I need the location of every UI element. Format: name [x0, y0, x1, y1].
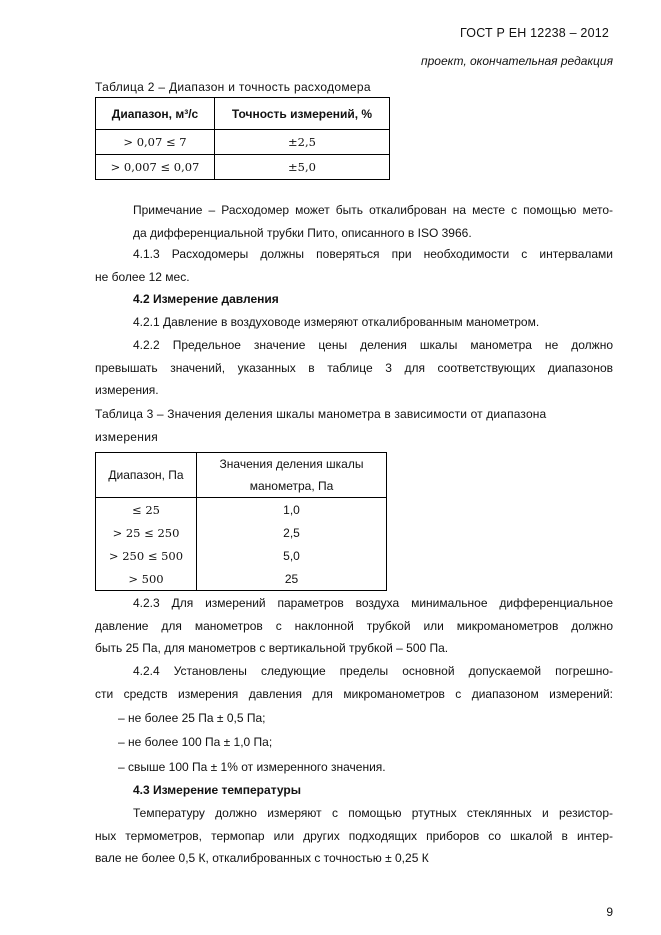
paragraph-line: Температуру должно измеряют с помощью ртутных стеклянных и резистор- — [133, 806, 613, 820]
table-cell: > 250 ≤ 500 — [96, 544, 197, 567]
table-cell: 2,5 — [197, 521, 387, 544]
table-cell: 1,0 — [197, 498, 387, 522]
paragraph-line: вале не более 0,5 К, откалиброванных с точностью ± 0,25 К — [95, 851, 429, 866]
table-cell: > 0,07 ≤ 7 — [96, 130, 215, 155]
note-line: Примечание – Расходомер может быть откалиброван на месте с помощью мето- — [133, 203, 613, 217]
paragraph-line: давление для манометров с наклонной трубкой или микроманометров должно — [95, 618, 613, 633]
standard-designation: ГОСТ Р ЕН 12238 – 2012 — [460, 26, 610, 40]
table-cell: 5,0 — [197, 544, 387, 567]
note-paragraph — [95, 199, 613, 244]
table-row — [96, 155, 390, 180]
table-header-line: манометра, Па — [249, 479, 334, 493]
table-header-row — [96, 98, 390, 130]
list-item: – не более 25 Па ± 0,5 Па; — [118, 711, 266, 725]
table3-caption: Таблица 3 – Значения деления шкалы манометра в зависимости от диапазона — [95, 407, 547, 421]
table-cell: > 0,007 ≤ 0,07 — [96, 155, 215, 180]
table-cell: ≤ 25 — [96, 498, 197, 522]
table-header-cell: Точность измерений, % — [215, 98, 390, 130]
paragraph-line: 4.2.2 Предельное значение цены деления шкалы манометра не должно — [133, 338, 613, 352]
paragraph-4-3 — [95, 802, 613, 870]
paragraph-line: быть 25 Па, для манометров с вертикальной трубкой – 500 Па. — [95, 641, 449, 656]
table-cell: > 500 — [96, 567, 197, 591]
table-cell: ±5,0 — [215, 155, 390, 180]
paragraph-line: ных термометров, термопар или других подходящих приборов со шкалой в интер- — [95, 828, 613, 843]
section-heading-4-3: 4.3 Измерение температуры — [133, 783, 301, 797]
table-cell: 25 — [197, 567, 387, 591]
table-header-cell: Диапазон, Па — [96, 453, 197, 498]
section-heading-4-2: 4.2 Измерение давления — [133, 292, 279, 306]
table-header-row — [96, 453, 387, 498]
paragraph-line: сти средств измерения давления для микроманометров с диапазоном измерений: — [95, 686, 613, 701]
table3-caption-continued: измерения — [95, 430, 159, 444]
list-item: – свыше 100 Па ± 1% от измеренного значения. — [118, 760, 386, 774]
table2 — [95, 97, 390, 180]
paragraph-line: 4.2.4 Установлены следующие пределы основной допускаемой погрешно- — [133, 664, 613, 678]
table-cell: > 25 ≤ 250 — [96, 521, 197, 544]
document-status: проект, окончательная редакция — [421, 54, 613, 68]
paragraph-line: не более 12 мес. — [95, 269, 190, 284]
paragraph-4-2-4 — [95, 660, 613, 705]
table-header-line: Значения деления шкалы — [219, 457, 364, 471]
paragraph-line: 4.2.1 Давление в воздуховоде измеряют откалиброванным манометром. — [133, 315, 540, 329]
table-cell: ±2,5 — [215, 130, 390, 155]
paragraph-line: 4.1.3 Расходомеры должны поверяться при необходимости с интервалами — [133, 247, 613, 261]
table2-caption: Таблица 2 – Диапазон и точность расходомера — [95, 80, 371, 94]
paragraph-line: измерения. — [95, 383, 159, 398]
table-row — [96, 521, 387, 544]
table-header-cell — [197, 453, 387, 498]
table-row — [96, 498, 387, 522]
paragraph-4-2-1 — [95, 311, 613, 334]
page-number: 9 — [606, 905, 613, 919]
list-item: – не более 100 Па ± 1,0 Па; — [118, 735, 273, 749]
table-row — [96, 544, 387, 567]
table-header-cell: Диапазон, м³/с — [96, 98, 215, 130]
paragraph-4-2-3 — [95, 592, 613, 660]
paragraph-4-2-2 — [95, 334, 613, 402]
note-line: да дифференциальной трубки Пито, описанного в ISO 3966. — [133, 225, 472, 240]
table-row — [96, 567, 387, 591]
paragraph-line: 4.2.3 Для измерений параметров воздуха минимальное дифференциальное — [133, 596, 613, 610]
paragraph-4-1-3 — [95, 243, 613, 288]
table3 — [95, 452, 387, 591]
table-row — [96, 130, 390, 155]
paragraph-line: превышать значений, указанных в таблице 3 для соответствующих диапазонов — [95, 360, 613, 375]
